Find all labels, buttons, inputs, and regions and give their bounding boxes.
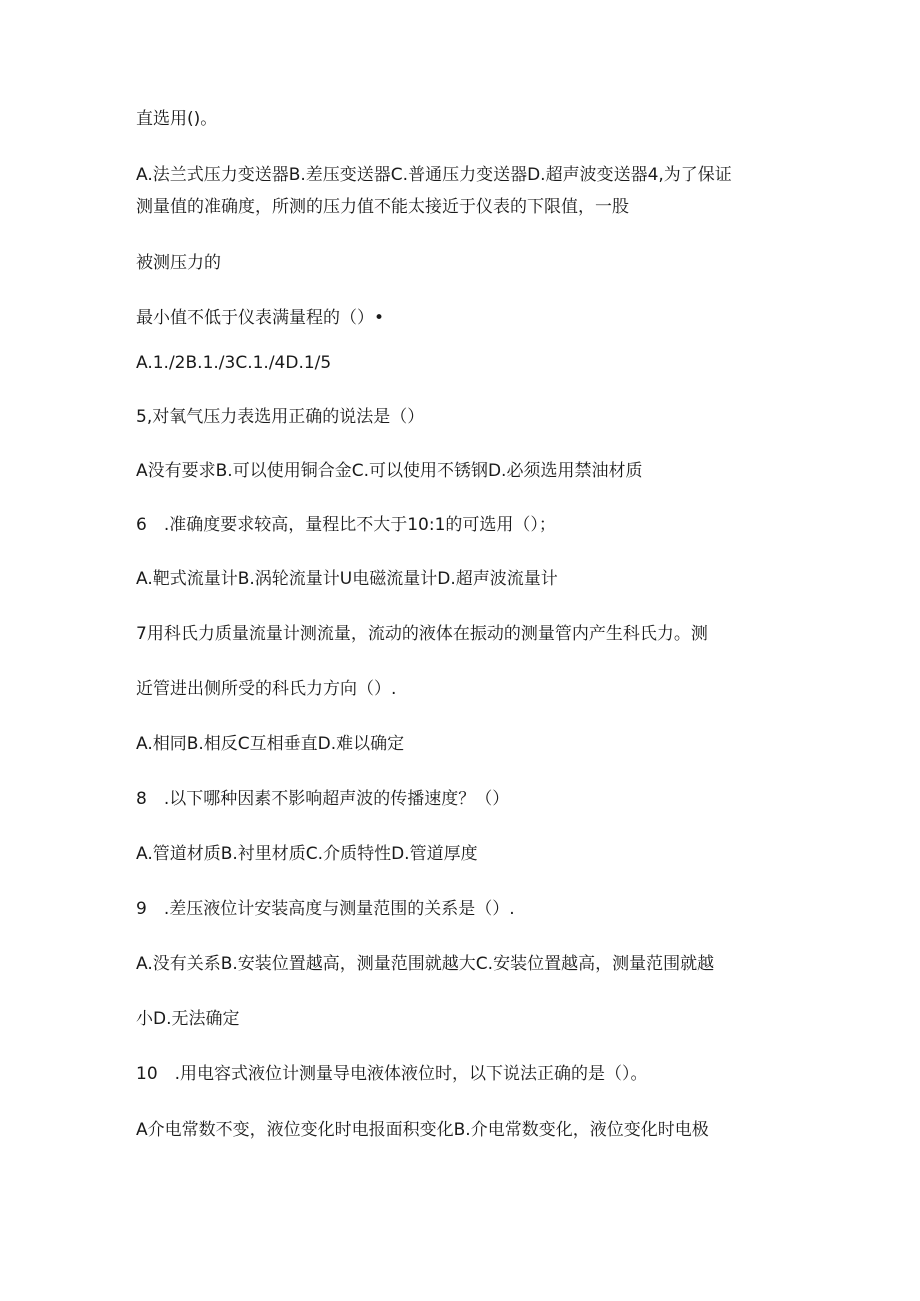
- text-line: 7用科氏力质量流量计测流量，流动的液体在振动的测量管内产生科氏力。测: [136, 624, 708, 644]
- text-line: A介电常数不变，液位变化时电报面积变化B.介电常数变化，液位变化时电极: [136, 1120, 709, 1140]
- text-line: A.1./2B.1./3C.1./4D.1/5: [136, 353, 332, 373]
- text-line: A.靶式流量计B.涡轮流量计U电磁流量计D.超声波流量计: [136, 569, 558, 589]
- text-line: 小D.无法确定: [136, 1009, 240, 1029]
- text-line: A.相同B.相反C互相垂直D.难以确定: [136, 734, 405, 754]
- text-line: A.法兰式压力变送器B.差压变送器C.普通压力变送器D.超声波变送器4,为了保证: [136, 165, 732, 185]
- text-line: 9 .差压液位计安装高度与测量范围的关系是（）.: [136, 899, 515, 919]
- text-line: A.管道材质B.衬里材质C.介质特性D.管道厚度: [136, 844, 478, 864]
- text-line: 最小值不低于仪表满量程的（）•: [136, 308, 385, 328]
- text-line: A没有要求B.可以使用铜合金C.可以使用不锈钢D.必须选用禁油材质: [136, 461, 643, 481]
- text-line: 直选用()。: [136, 109, 218, 129]
- text-line: 近管进出侧所受的科氏力方向（）.: [136, 679, 397, 699]
- text-line: 被测压力的: [136, 253, 221, 273]
- text-line: 测量值的准确度，所测的压力值不能太接近于仪表的下限值，一股: [136, 197, 629, 217]
- text-line: 5,对氧气压力表选用正确的说法是（）: [136, 407, 425, 427]
- text-line: 8 .以下哪种因素不影响超声波的传播速度？（）: [136, 789, 510, 809]
- text-line: A.没有关系B.安装位置越高，测量范围就越大C.安装位置越高，测量范围就越: [136, 954, 715, 974]
- text-line: 10 .用电容式液位计测量导电液体液位时，以下说法正确的是（）。: [136, 1064, 648, 1084]
- text-line: 6 .准确度要求较高，量程比不大于10:1的可选用（）；: [136, 515, 556, 535]
